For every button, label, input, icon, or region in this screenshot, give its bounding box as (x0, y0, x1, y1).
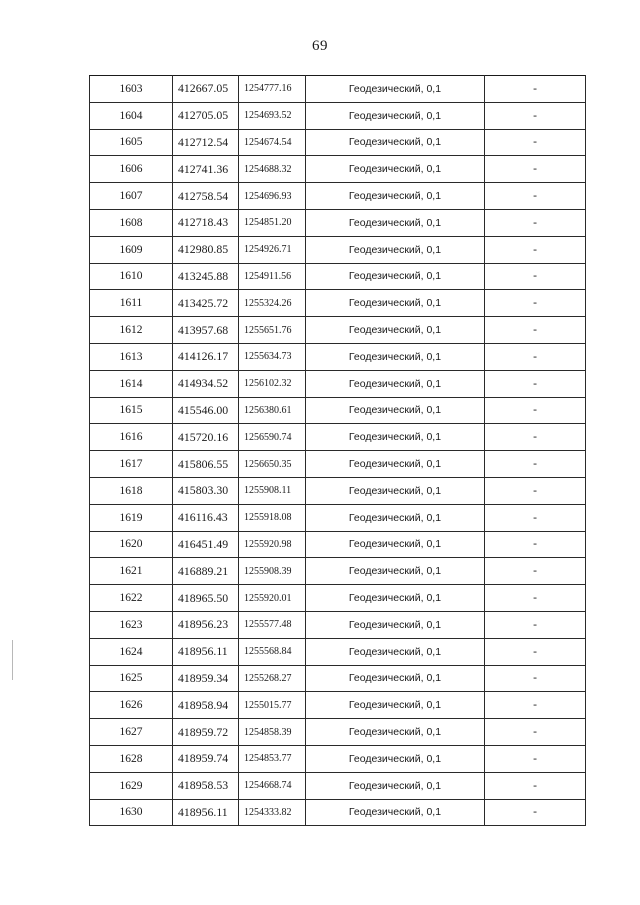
x-coordinate-cell: 412758.54 (173, 183, 239, 210)
x-coordinate-cell: 414934.52 (173, 370, 239, 397)
point-number-cell: 1615 (90, 397, 173, 424)
y-coordinate-cell: 1255634.73 (239, 343, 306, 370)
table-row (90, 504, 586, 531)
table-row (90, 370, 586, 397)
y-coordinate-cell: 1254693.52 (239, 102, 306, 129)
y-coordinate-cell: 1254674.54 (239, 129, 306, 156)
y-coordinate-cell: 1254926.71 (239, 236, 306, 263)
x-coordinate-cell: 418959.74 (173, 745, 239, 772)
point-number-cell: 1604 (90, 102, 173, 129)
method-accuracy-cell: Геодезический, 0,1 (306, 236, 485, 263)
point-number-cell: 1628 (90, 745, 173, 772)
scan-margin-mark (12, 640, 13, 680)
table-row (90, 129, 586, 156)
y-coordinate-cell: 1255568.84 (239, 638, 306, 665)
table-row (90, 558, 586, 585)
point-number-cell: 1609 (90, 236, 173, 263)
x-coordinate-cell: 415720.16 (173, 424, 239, 451)
point-number-cell: 1625 (90, 665, 173, 692)
y-coordinate-cell: 1254696.93 (239, 183, 306, 210)
y-coordinate-cell: 1255908.39 (239, 558, 306, 585)
description-cell: - (485, 424, 586, 451)
y-coordinate-cell: 1255920.98 (239, 531, 306, 558)
description-cell: - (485, 611, 586, 638)
description-cell: - (485, 76, 586, 103)
x-coordinate-cell: 418959.34 (173, 665, 239, 692)
description-cell: - (485, 156, 586, 183)
point-number-cell: 1611 (90, 290, 173, 317)
table-row (90, 156, 586, 183)
point-number-cell: 1624 (90, 638, 173, 665)
description-cell: - (485, 183, 586, 210)
y-coordinate-cell: 1254688.32 (239, 156, 306, 183)
method-accuracy-cell: Геодезический, 0,1 (306, 424, 485, 451)
x-coordinate-cell: 414126.17 (173, 343, 239, 370)
point-number-cell: 1616 (90, 424, 173, 451)
method-accuracy-cell: Геодезический, 0,1 (306, 129, 485, 156)
method-accuracy-cell: Геодезический, 0,1 (306, 102, 485, 129)
y-coordinate-cell: 1256650.35 (239, 451, 306, 478)
point-number-cell: 1606 (90, 156, 173, 183)
point-number-cell: 1620 (90, 531, 173, 558)
y-coordinate-cell: 1255015.77 (239, 692, 306, 719)
point-number-cell: 1603 (90, 76, 173, 103)
method-accuracy-cell: Геодезический, 0,1 (306, 76, 485, 103)
x-coordinate-cell: 418956.11 (173, 799, 239, 826)
description-cell: - (485, 129, 586, 156)
description-cell: - (485, 692, 586, 719)
x-coordinate-cell: 418956.23 (173, 611, 239, 638)
point-number-cell: 1608 (90, 209, 173, 236)
table-row (90, 772, 586, 799)
x-coordinate-cell: 416889.21 (173, 558, 239, 585)
description-cell: - (485, 102, 586, 129)
x-coordinate-cell: 418958.53 (173, 772, 239, 799)
point-number-cell: 1630 (90, 799, 173, 826)
x-coordinate-cell: 412705.05 (173, 102, 239, 129)
table-row (90, 585, 586, 612)
table-row (90, 236, 586, 263)
y-coordinate-cell: 1254777.16 (239, 76, 306, 103)
method-accuracy-cell: Геодезический, 0,1 (306, 719, 485, 746)
y-coordinate-cell: 1255918.08 (239, 504, 306, 531)
point-number-cell: 1614 (90, 370, 173, 397)
method-accuracy-cell: Геодезический, 0,1 (306, 692, 485, 719)
y-coordinate-cell: 1254911.56 (239, 263, 306, 290)
description-cell: - (485, 638, 586, 665)
y-coordinate-cell: 1255920.01 (239, 585, 306, 612)
description-cell: - (485, 343, 586, 370)
table-row (90, 719, 586, 746)
method-accuracy-cell: Геодезический, 0,1 (306, 799, 485, 826)
table-row (90, 76, 586, 103)
method-accuracy-cell: Геодезический, 0,1 (306, 558, 485, 585)
table-row (90, 477, 586, 504)
x-coordinate-cell: 416451.49 (173, 531, 239, 558)
y-coordinate-cell: 1254853.77 (239, 745, 306, 772)
x-coordinate-cell: 412718.43 (173, 209, 239, 236)
description-cell: - (485, 531, 586, 558)
description-cell: - (485, 719, 586, 746)
x-coordinate-cell: 418958.94 (173, 692, 239, 719)
y-coordinate-cell: 1254858.39 (239, 719, 306, 746)
description-cell: - (485, 772, 586, 799)
method-accuracy-cell: Геодезический, 0,1 (306, 156, 485, 183)
method-accuracy-cell: Геодезический, 0,1 (306, 585, 485, 612)
point-number-cell: 1617 (90, 451, 173, 478)
table-row (90, 263, 586, 290)
method-accuracy-cell: Геодезический, 0,1 (306, 370, 485, 397)
coordinates-table-body (90, 76, 586, 826)
x-coordinate-cell: 413425.72 (173, 290, 239, 317)
description-cell: - (485, 451, 586, 478)
table-row (90, 424, 586, 451)
point-number-cell: 1622 (90, 585, 173, 612)
x-coordinate-cell: 415806.55 (173, 451, 239, 478)
method-accuracy-cell: Геодезический, 0,1 (306, 504, 485, 531)
y-coordinate-cell: 1255908.11 (239, 477, 306, 504)
point-number-cell: 1623 (90, 611, 173, 638)
y-coordinate-cell: 1255577.48 (239, 611, 306, 638)
x-coordinate-cell: 415803.30 (173, 477, 239, 504)
description-cell: - (485, 745, 586, 772)
table-row (90, 209, 586, 236)
description-cell: - (485, 370, 586, 397)
y-coordinate-cell: 1255324.26 (239, 290, 306, 317)
table-row (90, 799, 586, 826)
description-cell: - (485, 585, 586, 612)
description-cell: - (485, 799, 586, 826)
x-coordinate-cell: 416116.43 (173, 504, 239, 531)
method-accuracy-cell: Геодезический, 0,1 (306, 638, 485, 665)
point-number-cell: 1605 (90, 129, 173, 156)
description-cell: - (485, 477, 586, 504)
point-number-cell: 1612 (90, 317, 173, 344)
y-coordinate-cell: 1255651.76 (239, 317, 306, 344)
method-accuracy-cell: Геодезический, 0,1 (306, 290, 485, 317)
x-coordinate-cell: 413957.68 (173, 317, 239, 344)
point-number-cell: 1618 (90, 477, 173, 504)
table-row (90, 531, 586, 558)
method-accuracy-cell: Геодезический, 0,1 (306, 477, 485, 504)
description-cell: - (485, 397, 586, 424)
table-row (90, 451, 586, 478)
page-number: 69 (312, 38, 328, 54)
method-accuracy-cell: Геодезический, 0,1 (306, 531, 485, 558)
table-row (90, 290, 586, 317)
point-number-cell: 1627 (90, 719, 173, 746)
method-accuracy-cell: Геодезический, 0,1 (306, 183, 485, 210)
description-cell: - (485, 263, 586, 290)
x-coordinate-cell: 413245.88 (173, 263, 239, 290)
table-row (90, 343, 586, 370)
table-row (90, 183, 586, 210)
description-cell: - (485, 236, 586, 263)
point-number-cell: 1621 (90, 558, 173, 585)
point-number-cell: 1613 (90, 343, 173, 370)
x-coordinate-cell: 412741.36 (173, 156, 239, 183)
description-cell: - (485, 504, 586, 531)
method-accuracy-cell: Геодезический, 0,1 (306, 317, 485, 344)
x-coordinate-cell: 412712.54 (173, 129, 239, 156)
y-coordinate-cell: 1254668.74 (239, 772, 306, 799)
point-number-cell: 1607 (90, 183, 173, 210)
description-cell: - (485, 317, 586, 344)
x-coordinate-cell: 418956.11 (173, 638, 239, 665)
y-coordinate-cell: 1254851.20 (239, 209, 306, 236)
method-accuracy-cell: Геодезический, 0,1 (306, 772, 485, 799)
method-accuracy-cell: Геодезический, 0,1 (306, 745, 485, 772)
coordinates-table (89, 75, 586, 826)
method-accuracy-cell: Геодезический, 0,1 (306, 343, 485, 370)
y-coordinate-cell: 1256102.32 (239, 370, 306, 397)
description-cell: - (485, 209, 586, 236)
method-accuracy-cell: Геодезический, 0,1 (306, 611, 485, 638)
x-coordinate-cell: 418965.50 (173, 585, 239, 612)
table-row (90, 397, 586, 424)
x-coordinate-cell: 412980.85 (173, 236, 239, 263)
table-row (90, 638, 586, 665)
y-coordinate-cell: 1254333.82 (239, 799, 306, 826)
method-accuracy-cell: Геодезический, 0,1 (306, 397, 485, 424)
method-accuracy-cell: Геодезический, 0,1 (306, 209, 485, 236)
description-cell: - (485, 665, 586, 692)
table-row (90, 692, 586, 719)
description-cell: - (485, 558, 586, 585)
table-row (90, 665, 586, 692)
x-coordinate-cell: 418959.72 (173, 719, 239, 746)
table-row (90, 102, 586, 129)
method-accuracy-cell: Геодезический, 0,1 (306, 451, 485, 478)
table-row (90, 611, 586, 638)
y-coordinate-cell: 1256380.61 (239, 397, 306, 424)
y-coordinate-cell: 1255268.27 (239, 665, 306, 692)
method-accuracy-cell: Геодезический, 0,1 (306, 665, 485, 692)
point-number-cell: 1619 (90, 504, 173, 531)
table-row (90, 317, 586, 344)
x-coordinate-cell: 415546.00 (173, 397, 239, 424)
table-row (90, 745, 586, 772)
y-coordinate-cell: 1256590.74 (239, 424, 306, 451)
point-number-cell: 1610 (90, 263, 173, 290)
method-accuracy-cell: Геодезический, 0,1 (306, 263, 485, 290)
point-number-cell: 1626 (90, 692, 173, 719)
description-cell: - (485, 290, 586, 317)
point-number-cell: 1629 (90, 772, 173, 799)
x-coordinate-cell: 412667.05 (173, 76, 239, 103)
